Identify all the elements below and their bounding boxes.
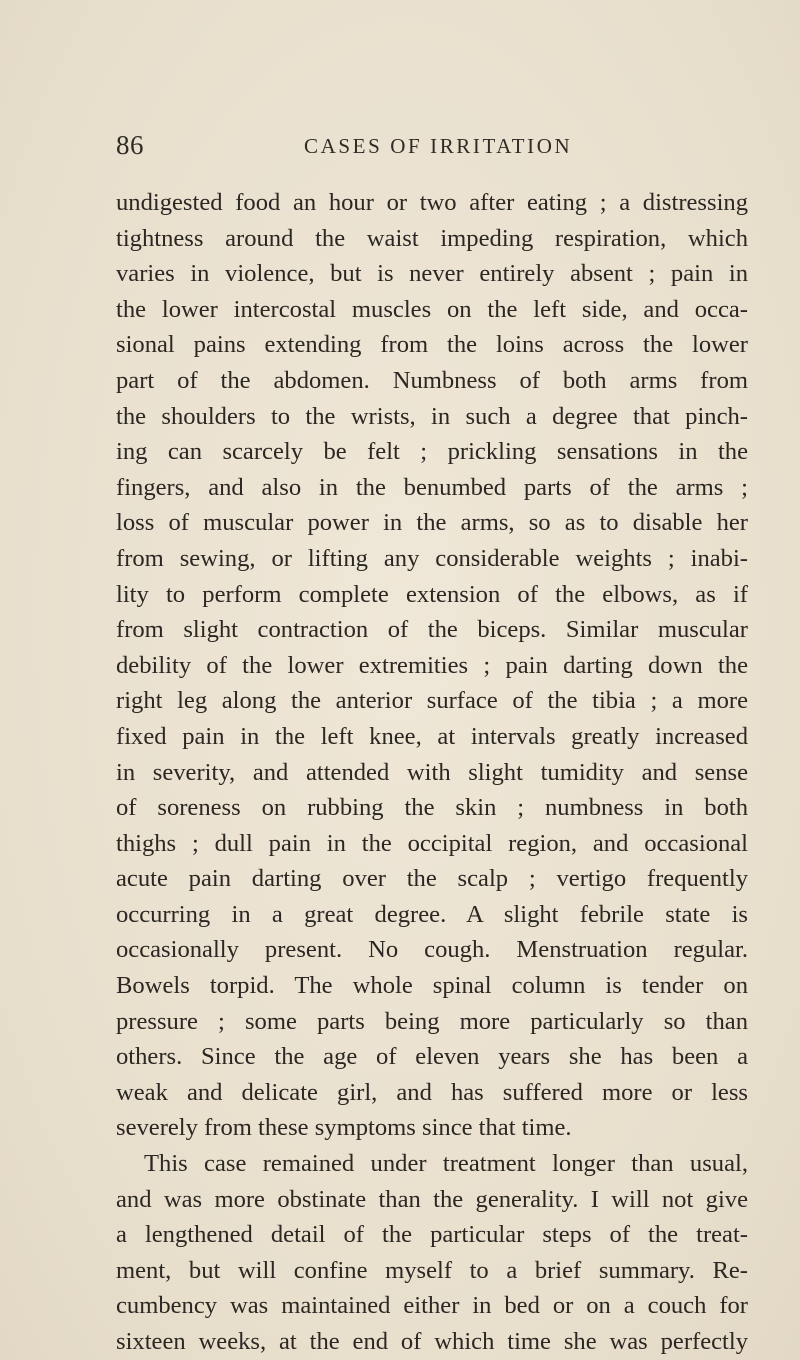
text-line: undigested food an hour or two after eating ; a distressing <box>116 189 748 216</box>
text-line: varies in violence, but is never entirely absent ; pain in <box>116 260 748 288</box>
running-title: CASES OF IRRITATION <box>304 134 573 158</box>
paragraph <box>116 1146 748 1360</box>
text-line: sional pains extending from the loins across the lower <box>116 331 748 359</box>
text-line: right leg along the anterior surface of the tibia ; a more <box>116 687 748 715</box>
text-line: the shoulders to the wrists, in such a degree that pinch- <box>116 402 748 430</box>
text-line: weak and delicate girl, and has suffered more or less <box>116 1078 748 1106</box>
text-line: and was more obstinate than the generality. I will not give <box>116 1185 748 1213</box>
text-line: sixteen weeks, at the end of which time she was perfectly <box>116 1328 748 1355</box>
text-line: fingers, and also in the benumbed parts of the arms ; <box>116 473 748 501</box>
text-line: debility of the lower extremities ; pain darting down the <box>116 651 748 679</box>
text-line: lity to perform complete extension of the elbows, as if <box>116 580 748 608</box>
text-line: from slight contraction of the biceps. Similar muscular <box>116 616 748 644</box>
text-line: fixed pain in the left knee, at intervals greatly increased <box>116 722 748 750</box>
text-line: in severity, and attended with slight tumidity and sense <box>116 758 748 786</box>
body-text <box>116 185 748 1360</box>
text-line: a lengthened detail of the particular steps of the treat- <box>116 1221 748 1249</box>
text-line: acute pain darting over the scalp ; vertigo frequently <box>116 865 748 893</box>
text-line: occasionally present. No cough. Menstruation regular. <box>116 936 748 964</box>
text-line: tightness around the waist impeding respiration, which <box>116 224 748 252</box>
text-line: pressure ; some parts being more particularly so than <box>116 1007 748 1035</box>
text-line: severely from these symptoms since that time. <box>116 1114 572 1142</box>
text-line: ment, but will confine myself to a brief summary. Re- <box>116 1256 748 1284</box>
text-line: from sewing, or lifting any considerable weights ; inabi- <box>116 544 748 572</box>
text-line: thighs ; dull pain in the occipital region, and occasional <box>116 829 748 857</box>
text-line: ing can scarcely be felt ; prickling sensations in the <box>116 438 748 466</box>
text-line: of soreness on rubbing the skin ; numbness in both <box>116 794 748 822</box>
text-line: This case remained under treatment longer than usual, <box>144 1150 748 1178</box>
text-line: Bowels torpid. The whole spinal column is tender on <box>116 972 748 1000</box>
text-line: part of the abdomen. Numbness of both arms from <box>116 366 748 394</box>
text-line: others. Since the age of eleven years she has been a <box>116 1043 748 1071</box>
paragraph <box>116 185 748 1146</box>
running-head <box>116 130 748 170</box>
text-line: loss of muscular power in the arms, so as to disable her <box>116 509 748 537</box>
text-line: cumbency was maintained either in bed or on a couch for <box>116 1292 748 1320</box>
text-line: the lower intercostal muscles on the left side, and occa- <box>116 295 748 323</box>
page-number: 86 <box>116 130 144 160</box>
text-line: occurring in a great degree. A slight febrile state is <box>116 900 748 928</box>
